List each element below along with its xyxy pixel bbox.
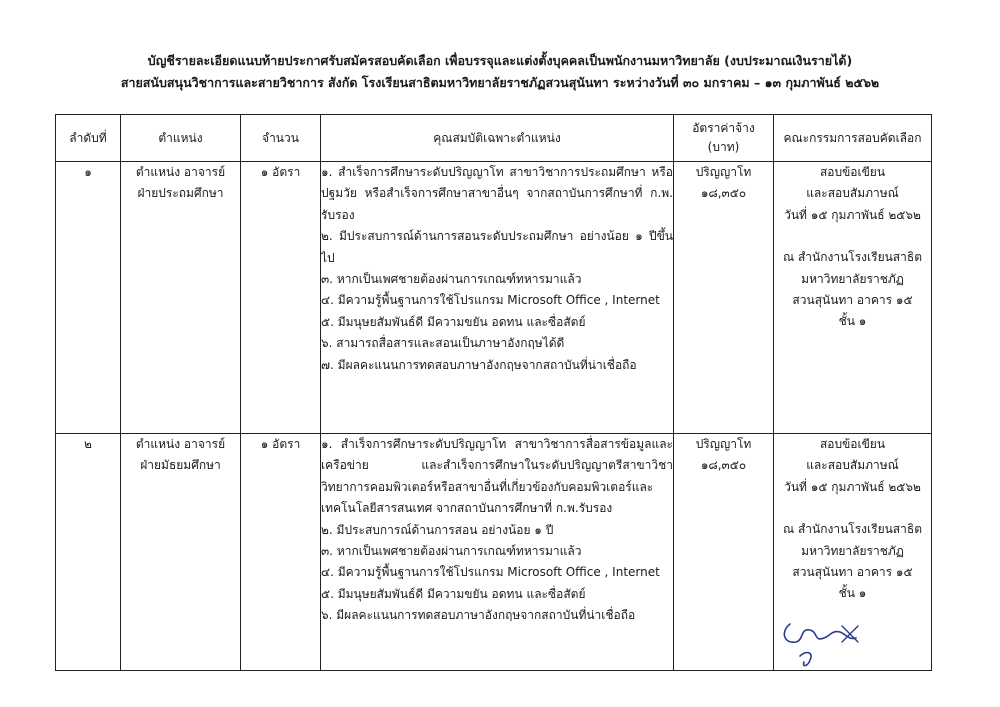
header-committee: คณะกรรมการสอบคัดเลือก — [774, 115, 932, 162]
row-quantity: ๑ อัตรา — [241, 434, 321, 671]
wage-amount: ๑๘,๓๕๐ — [700, 186, 747, 201]
header-wage-line2: (บาท) — [707, 140, 740, 154]
committee-place1: ณ สำนักงานโรงเรียนสาธิต — [783, 250, 922, 265]
qualification-item: ๔. มีความรู้พื้นฐานการใช้โปรแกรม Microsoft Office , Internet — [321, 565, 660, 580]
row-committee — [774, 162, 932, 434]
committee-exam2: และสอบสัมภาษณ์ — [806, 186, 899, 201]
table-row — [56, 162, 932, 434]
row-qualifications — [321, 162, 674, 434]
committee-place3: สวนสุนันทา อาคาร ๑๕ — [792, 565, 913, 580]
positions-table — [55, 114, 932, 671]
qualification-item: ๕. มีมนุษยสัมพันธ์ดี มีความขยัน อดทน และซื่อสัตย์ — [321, 586, 586, 601]
document-title-line2: สายสนับสนุนวิชาการและสายวิชาการ สังกัด โรงเรียนสาธิตมหาวิทยาลัยราชภัฏสวนสุนันทา ระหว่างวันที่ ๓๐ มกราคม – ๑๓ กุมภาพันธ์ ๒๕๖๒ — [120, 75, 880, 90]
qualification-item: ๓. หากเป็นเพศชายต้องผ่านการเกณฑ์ทหารมาแล้ว — [321, 272, 582, 287]
qualification-item: ๒. มีประสบการณ์ด้านการสอนระดับประถมศึกษา อย่างน้อย ๑ ปีขึ้นไป — [321, 229, 673, 265]
committee-place1: ณ สำนักงานโรงเรียนสาธิต — [783, 522, 922, 537]
header-no: ลำดับที่ — [56, 115, 121, 162]
qualification-item: ๖. สามารถสื่อสารและสอนเป็นภาษาอังกฤษได้ดี — [321, 336, 565, 351]
committee-date: วันที่ ๑๕ กุมภาพันธ์ ๒๕๖๒ — [784, 479, 921, 494]
header-quantity: จำนวน — [241, 115, 321, 162]
header-wage — [674, 115, 774, 162]
table-header-row — [56, 115, 932, 162]
committee-exam1: สอบข้อเขียน — [819, 437, 886, 451]
committee-exam1: สอบข้อเขียน — [819, 165, 886, 179]
header-position: ตำแหน่ง — [121, 115, 241, 162]
row-quantity: ๑ อัตรา — [241, 162, 321, 434]
qualification-item: ๖. มีผลคะแนนการทดสอบภาษาอังกฤษจากสถาบันที่น่าเชื่อถือ — [321, 608, 636, 623]
qualification-item: ๔. มีความรู้พื้นฐานการใช้โปรแกรม Microsoft Office , Internet — [321, 293, 660, 308]
position-line2: ฝ่ายประถมศึกษา — [137, 186, 224, 201]
committee-exam2: และสอบสัมภาษณ์ — [806, 458, 899, 473]
row-qualifications — [321, 434, 674, 671]
committee-date: วันที่ ๑๕ กุมภาพันธ์ ๒๕๖๒ — [784, 207, 921, 222]
row-wage — [674, 434, 774, 671]
row-no: ๑ — [56, 162, 121, 434]
signature-icon — [770, 612, 870, 672]
row-position — [121, 162, 241, 434]
position-line1: ตำแหน่ง อาจารย์ — [135, 437, 226, 451]
wage-degree: ปริญญาโท — [695, 437, 752, 451]
qualification-item: ๑. สำเร็จการศึกษาระดับปริญญาโท สาขาวิชาการประถมศึกษา หรือปฐมวัย หรือสำเร็จการศึกษาสาขาอื่นๆ จากสถาบันการศึกษาที่ ก.พ. รับรอง — [321, 165, 673, 222]
row-wage — [674, 162, 774, 434]
committee-place3: สวนสุนันทา อาคาร ๑๕ — [792, 293, 913, 308]
position-line2: ฝ่ายมัธยมศึกษา — [140, 458, 221, 473]
committee-place2: มหาวิทยาลัยราชภัฏ — [801, 271, 904, 286]
qualification-item: ๑. สำเร็จการศึกษาระดับปริญญาโท สาขาวิชาการสื่อสารข้อมูลและเครือข่าย และสำเร็จการศึกษาในระดับปริญญาตรีสาขาวิชาวิทยาการคอมพิวเตอร์หรือสาขาอื่นที่เกี่ยวข้องกับคอมพิวเตอร์และเทคโนโลยีสารสนเทศ จากสถาบันการศึกษาที่ ก.พ.รับรอง — [321, 437, 673, 516]
wage-degree: ปริญญาโท — [695, 165, 752, 179]
qualification-item: ๕. มีมนุษยสัมพันธ์ดี มีความขยัน อดทน และซื่อสัตย์ — [321, 314, 586, 329]
position-line1: ตำแหน่ง อาจารย์ — [135, 165, 226, 179]
wage-amount: ๑๘,๓๕๐ — [700, 458, 747, 473]
committee-place4: ชั้น ๑ — [838, 586, 867, 601]
row-no: ๒ — [56, 434, 121, 671]
committee-place2: มหาวิทยาลัยราชภัฏ — [801, 543, 904, 558]
qualification-item: ๗. มีผลคะแนนการทดสอบภาษาอังกฤษจากสถาบันที่น่าเชื่อถือ — [321, 357, 637, 372]
committee-place4: ชั้น ๑ — [838, 314, 867, 329]
header-wage-line1: อัตราค่าจ้าง — [692, 121, 755, 135]
document-title-line1: บัญชีรายละเอียดแนบท้ายประกาศรับสมัครสอบคัดเลือก เพื่อบรรจุและแต่งตั้งบุคคลเป็นพนักงานมหาวิทยาลัย (งบประมาณเงินรายได้) — [147, 53, 853, 68]
qualification-item: ๓. หากเป็นเพศชายต้องผ่านการเกณฑ์ทหารมาแล้ว — [321, 544, 582, 559]
header-qualifications: คุณสมบัติเฉพาะตำแหน่ง — [321, 115, 674, 162]
qualification-item: ๒. มีประสบการณ์ด้านการสอน อย่างน้อย ๑ ปี — [321, 522, 554, 537]
row-position — [121, 434, 241, 671]
